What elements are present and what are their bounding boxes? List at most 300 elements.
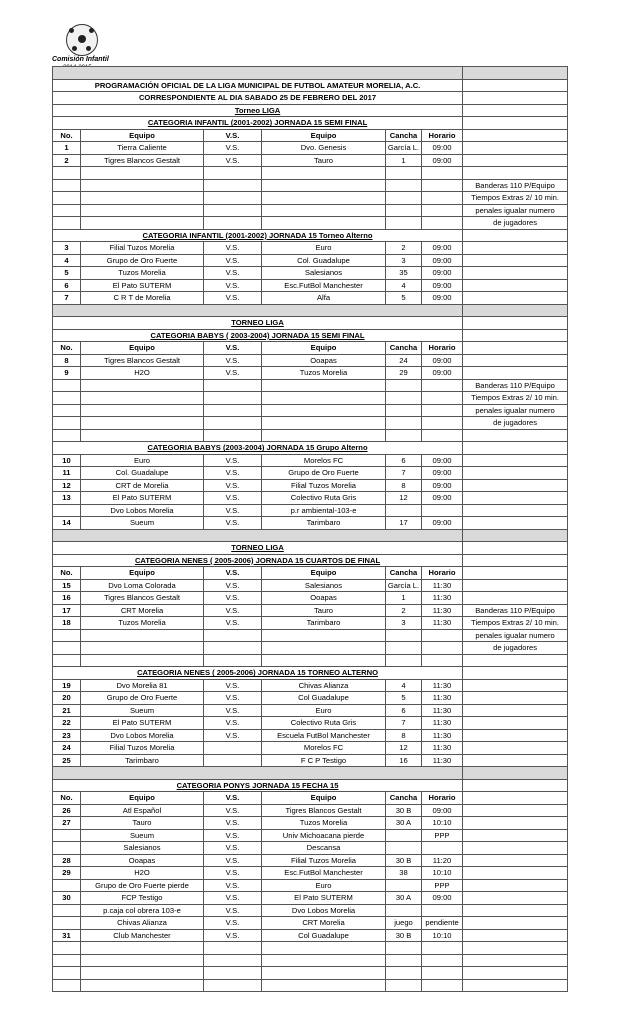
away-team: Grupo de Oro Fuerte bbox=[262, 467, 386, 480]
rules-note: penales igualar numero bbox=[463, 629, 568, 642]
home-team: H2O bbox=[81, 867, 204, 880]
away-team: Euro bbox=[262, 879, 386, 892]
field bbox=[386, 642, 422, 655]
field bbox=[386, 904, 422, 917]
match-row bbox=[53, 842, 568, 855]
vs-label bbox=[204, 167, 262, 180]
match-row bbox=[53, 267, 568, 280]
side-cell bbox=[463, 329, 568, 342]
vs-label: V.S. bbox=[204, 879, 262, 892]
time: 09:00 bbox=[422, 154, 463, 167]
vs-label: V.S. bbox=[204, 717, 262, 730]
match-row bbox=[53, 379, 568, 392]
away-team bbox=[262, 167, 386, 180]
side-cell bbox=[463, 154, 568, 167]
column-header: V.S. bbox=[204, 342, 262, 355]
vs-label bbox=[204, 967, 262, 980]
time: 11:30 bbox=[422, 679, 463, 692]
rules-note: Banderas 110 P/Equipo bbox=[463, 604, 568, 617]
page-title: CORRESPONDIENTE AL DIA SABADO 25 DE FEBRERO DEL 2017 bbox=[53, 92, 463, 105]
away-team bbox=[262, 179, 386, 192]
home-team: Tarimbaro bbox=[81, 754, 204, 767]
side-cell bbox=[463, 92, 568, 105]
match-row bbox=[53, 804, 568, 817]
side-cell bbox=[463, 767, 568, 780]
home-team bbox=[81, 417, 204, 430]
side-cell bbox=[463, 729, 568, 742]
field bbox=[386, 204, 422, 217]
match-row bbox=[53, 829, 568, 842]
time bbox=[422, 392, 463, 405]
away-team: Tuzos Morelia bbox=[262, 817, 386, 830]
vs-label bbox=[204, 392, 262, 405]
match-row bbox=[53, 179, 568, 192]
vs-label: V.S. bbox=[204, 367, 262, 380]
home-team: Tierra Caliente bbox=[81, 142, 204, 155]
field bbox=[386, 654, 422, 667]
match-number: 19 bbox=[53, 679, 81, 692]
home-team: H2O bbox=[81, 367, 204, 380]
away-team bbox=[262, 942, 386, 955]
side-cell bbox=[463, 954, 568, 967]
match-number: 13 bbox=[53, 492, 81, 505]
vs-label bbox=[204, 629, 262, 642]
side-cell bbox=[463, 667, 568, 680]
home-team: Sueum bbox=[81, 704, 204, 717]
vs-label: V.S. bbox=[204, 867, 262, 880]
vs-label: V.S. bbox=[204, 504, 262, 517]
home-team bbox=[81, 954, 204, 967]
field bbox=[386, 179, 422, 192]
field: 3 bbox=[386, 254, 422, 267]
home-team: Atl Español bbox=[81, 804, 204, 817]
column-header: Cancha bbox=[386, 342, 422, 355]
time bbox=[422, 192, 463, 205]
section-heading: CATEGORIA NENES ( 2005-2006) JORNADA 15 CUARTOS DE FINAL bbox=[53, 554, 463, 567]
field: 6 bbox=[386, 454, 422, 467]
match-row bbox=[53, 729, 568, 742]
column-header: Horario bbox=[422, 792, 463, 805]
time bbox=[422, 904, 463, 917]
match-number: 26 bbox=[53, 804, 81, 817]
separator-cell bbox=[53, 67, 463, 80]
match-number: 17 bbox=[53, 604, 81, 617]
time bbox=[422, 417, 463, 430]
side-cell bbox=[463, 942, 568, 955]
match-row bbox=[53, 204, 568, 217]
match-row bbox=[53, 492, 568, 505]
field: 16 bbox=[386, 754, 422, 767]
vs-label: V.S. bbox=[204, 254, 262, 267]
match-number bbox=[53, 654, 81, 667]
match-row bbox=[53, 617, 568, 630]
away-team: Univ Michoacana pierde bbox=[262, 829, 386, 842]
match-row bbox=[53, 942, 568, 955]
match-number: 1 bbox=[53, 142, 81, 155]
match-number: 27 bbox=[53, 817, 81, 830]
vs-label: V.S. bbox=[204, 929, 262, 942]
time: 11:20 bbox=[422, 854, 463, 867]
rules-note: de jugadores bbox=[463, 217, 568, 230]
home-team bbox=[81, 179, 204, 192]
side-cell bbox=[463, 342, 568, 355]
vs-label bbox=[204, 942, 262, 955]
away-team bbox=[262, 429, 386, 442]
field bbox=[386, 504, 422, 517]
match-row bbox=[53, 279, 568, 292]
vs-label: V.S. bbox=[204, 904, 262, 917]
match-row bbox=[53, 292, 568, 305]
home-team: Tuzos Morelia bbox=[81, 617, 204, 630]
field bbox=[386, 942, 422, 955]
away-team: Euro bbox=[262, 242, 386, 255]
home-team: Tigres Blancos Gestalt bbox=[81, 154, 204, 167]
match-row bbox=[53, 679, 568, 692]
time bbox=[422, 217, 463, 230]
column-header-row bbox=[53, 342, 568, 355]
match-number: 31 bbox=[53, 929, 81, 942]
side-cell bbox=[463, 479, 568, 492]
match-row bbox=[53, 654, 568, 667]
side-cell bbox=[463, 117, 568, 130]
time: 10:10 bbox=[422, 817, 463, 830]
away-team bbox=[262, 392, 386, 405]
separator-row bbox=[53, 529, 568, 542]
rules-note: Banderas 110 P/Equipo bbox=[463, 179, 568, 192]
field: 38 bbox=[386, 867, 422, 880]
field bbox=[386, 842, 422, 855]
match-row bbox=[53, 592, 568, 605]
column-header: Horario bbox=[422, 567, 463, 580]
away-team: Col. Guadalupe bbox=[262, 254, 386, 267]
home-team bbox=[81, 629, 204, 642]
match-number: 5 bbox=[53, 267, 81, 280]
section-row bbox=[53, 667, 568, 680]
time bbox=[422, 179, 463, 192]
side-cell bbox=[463, 542, 568, 555]
rules-note: Banderas 110 P/Equipo bbox=[463, 379, 568, 392]
home-team bbox=[81, 967, 204, 980]
field bbox=[386, 979, 422, 992]
rules-note: de jugadores bbox=[463, 642, 568, 655]
vs-label: V.S. bbox=[204, 279, 262, 292]
side-cell bbox=[463, 792, 568, 805]
match-number bbox=[53, 979, 81, 992]
time: 09:00 bbox=[422, 279, 463, 292]
field: García L. bbox=[386, 142, 422, 155]
home-team: CRT Morelia bbox=[81, 604, 204, 617]
field: 17 bbox=[386, 517, 422, 530]
match-number: 16 bbox=[53, 592, 81, 605]
match-row bbox=[53, 892, 568, 905]
away-team: Euro bbox=[262, 704, 386, 717]
time bbox=[422, 642, 463, 655]
time bbox=[422, 967, 463, 980]
section-heading: CATEGORIA INFANTIL (2001-2002) JORNADA 15 Torneo Alterno bbox=[53, 229, 463, 242]
field: 7 bbox=[386, 717, 422, 730]
page-title: PROGRAMACIÓN OFICIAL DE LA LIGA MUNICIPAL DE FUTBOL AMATEUR MORELIA, A.C. bbox=[53, 79, 463, 92]
time bbox=[422, 429, 463, 442]
away-team: Filial Tuzos Morelia bbox=[262, 479, 386, 492]
home-team: Tuzos Morelia bbox=[81, 267, 204, 280]
field: 30 A bbox=[386, 817, 422, 830]
away-team: Tauro bbox=[262, 604, 386, 617]
away-team bbox=[262, 192, 386, 205]
section-heading: CATEGORIA BABYS (2003-2004) JORNADA 15 Grupo Alterno bbox=[53, 442, 463, 455]
match-row bbox=[53, 929, 568, 942]
vs-label: V.S. bbox=[204, 579, 262, 592]
home-team: Grupo de Oro Fuerte pierde bbox=[81, 879, 204, 892]
home-team: C R T de Morelia bbox=[81, 292, 204, 305]
match-row bbox=[53, 242, 568, 255]
match-row bbox=[53, 879, 568, 892]
section-heading: Torneo LIGA bbox=[53, 104, 463, 117]
away-team: Descansa bbox=[262, 842, 386, 855]
rules-note: Tiempos Extras 2/ 10 min. bbox=[463, 617, 568, 630]
vs-label bbox=[204, 217, 262, 230]
match-number bbox=[53, 842, 81, 855]
vs-label: V.S. bbox=[204, 242, 262, 255]
match-row bbox=[53, 704, 568, 717]
time: 09:00 bbox=[422, 492, 463, 505]
side-cell bbox=[463, 517, 568, 530]
match-number bbox=[53, 829, 81, 842]
side-cell bbox=[463, 467, 568, 480]
field: García L. bbox=[386, 579, 422, 592]
section-row bbox=[53, 442, 568, 455]
time: 11:30 bbox=[422, 729, 463, 742]
vs-label: V.S. bbox=[204, 854, 262, 867]
side-cell bbox=[463, 304, 568, 317]
vs-label bbox=[204, 404, 262, 417]
match-number bbox=[53, 192, 81, 205]
field: 1 bbox=[386, 592, 422, 605]
home-team: Grupo de Oro Fuerte bbox=[81, 254, 204, 267]
column-header-row bbox=[53, 567, 568, 580]
side-cell bbox=[463, 79, 568, 92]
field: 7 bbox=[386, 467, 422, 480]
vs-label: V.S. bbox=[204, 892, 262, 905]
vs-label: V.S. bbox=[204, 729, 262, 742]
match-row bbox=[53, 629, 568, 642]
section-row bbox=[53, 554, 568, 567]
vs-label: V.S. bbox=[204, 154, 262, 167]
side-cell bbox=[463, 242, 568, 255]
time bbox=[422, 204, 463, 217]
section-row bbox=[53, 542, 568, 555]
column-header: V.S. bbox=[204, 792, 262, 805]
time: 09:00 bbox=[422, 354, 463, 367]
match-row bbox=[53, 429, 568, 442]
separator-row bbox=[53, 767, 568, 780]
match-row bbox=[53, 817, 568, 830]
time: 10:10 bbox=[422, 929, 463, 942]
section-row bbox=[53, 104, 568, 117]
side-cell bbox=[463, 654, 568, 667]
field: 30 B bbox=[386, 929, 422, 942]
match-number bbox=[53, 967, 81, 980]
match-number: 22 bbox=[53, 717, 81, 730]
time bbox=[422, 629, 463, 642]
vs-label bbox=[204, 192, 262, 205]
rules-note: penales igualar numero bbox=[463, 204, 568, 217]
time: 11:30 bbox=[422, 754, 463, 767]
match-number bbox=[53, 504, 81, 517]
side-cell bbox=[463, 892, 568, 905]
away-team bbox=[262, 404, 386, 417]
vs-label bbox=[204, 204, 262, 217]
away-team: Morelos FC bbox=[262, 742, 386, 755]
away-team: Ooapas bbox=[262, 592, 386, 605]
match-row bbox=[53, 479, 568, 492]
match-number: 29 bbox=[53, 867, 81, 880]
side-cell bbox=[463, 742, 568, 755]
field: 3 bbox=[386, 617, 422, 630]
home-team bbox=[81, 192, 204, 205]
field: 12 bbox=[386, 492, 422, 505]
time: 09:00 bbox=[422, 892, 463, 905]
time: PPP bbox=[422, 829, 463, 842]
match-row bbox=[53, 404, 568, 417]
away-team: Salesianos bbox=[262, 579, 386, 592]
match-row bbox=[53, 504, 568, 517]
match-row bbox=[53, 467, 568, 480]
column-header: Horario bbox=[422, 342, 463, 355]
match-row bbox=[53, 217, 568, 230]
match-number: 30 bbox=[53, 892, 81, 905]
side-cell bbox=[463, 754, 568, 767]
time: 09:00 bbox=[422, 292, 463, 305]
vs-label: V.S. bbox=[204, 354, 262, 367]
time bbox=[422, 942, 463, 955]
rules-note: penales igualar numero bbox=[463, 404, 568, 417]
match-number: 28 bbox=[53, 854, 81, 867]
time: 09:00 bbox=[422, 367, 463, 380]
side-cell bbox=[463, 279, 568, 292]
match-row bbox=[53, 142, 568, 155]
side-cell bbox=[463, 267, 568, 280]
vs-label: V.S. bbox=[204, 617, 262, 630]
side-cell bbox=[463, 529, 568, 542]
vs-label: V.S. bbox=[204, 692, 262, 705]
away-team: Alfa bbox=[262, 292, 386, 305]
match-row bbox=[53, 979, 568, 992]
side-cell bbox=[463, 254, 568, 267]
time bbox=[422, 979, 463, 992]
separator-row bbox=[53, 304, 568, 317]
time: 11:30 bbox=[422, 604, 463, 617]
match-number: 10 bbox=[53, 454, 81, 467]
match-number bbox=[53, 179, 81, 192]
match-row bbox=[53, 154, 568, 167]
side-cell bbox=[463, 104, 568, 117]
match-number: 12 bbox=[53, 479, 81, 492]
match-number: 2 bbox=[53, 154, 81, 167]
home-team: Col. Guadalupe bbox=[81, 467, 204, 480]
section-heading: CATEGORIA INFANTIL (2001-2002) JORNADA 15 SEMI FINAL bbox=[53, 117, 463, 130]
side-cell bbox=[463, 429, 568, 442]
column-header: V.S. bbox=[204, 567, 262, 580]
home-team: Euro bbox=[81, 454, 204, 467]
column-header: Horario bbox=[422, 129, 463, 142]
column-header: Equipo bbox=[262, 342, 386, 355]
column-header: Equipo bbox=[81, 792, 204, 805]
vs-label bbox=[204, 429, 262, 442]
match-number bbox=[53, 629, 81, 642]
time bbox=[422, 167, 463, 180]
side-cell bbox=[463, 704, 568, 717]
vs-label: V.S. bbox=[204, 592, 262, 605]
side-cell bbox=[463, 904, 568, 917]
vs-label: V.S. bbox=[204, 479, 262, 492]
column-header: No. bbox=[53, 567, 81, 580]
away-team bbox=[262, 654, 386, 667]
home-team bbox=[81, 167, 204, 180]
match-row bbox=[53, 454, 568, 467]
match-number bbox=[53, 954, 81, 967]
column-header: Equipo bbox=[262, 129, 386, 142]
section-heading: TORNEO LIGA bbox=[53, 317, 463, 330]
match-number: 3 bbox=[53, 242, 81, 255]
home-team bbox=[81, 404, 204, 417]
home-team bbox=[81, 204, 204, 217]
match-number bbox=[53, 417, 81, 430]
section-row bbox=[53, 229, 568, 242]
match-row bbox=[53, 604, 568, 617]
section-row bbox=[53, 779, 568, 792]
time: 09:00 bbox=[422, 142, 463, 155]
home-team bbox=[81, 942, 204, 955]
away-team: Ooapas bbox=[262, 354, 386, 367]
vs-label bbox=[204, 642, 262, 655]
rules-note: de jugadores bbox=[463, 417, 568, 430]
time: 10:10 bbox=[422, 867, 463, 880]
schedule-table bbox=[52, 66, 568, 992]
away-team: Salesianos bbox=[262, 267, 386, 280]
home-team bbox=[81, 392, 204, 405]
away-team: Tuzos Morelia bbox=[262, 367, 386, 380]
away-team: CRT Morelia bbox=[262, 917, 386, 930]
side-cell bbox=[463, 967, 568, 980]
match-row bbox=[53, 754, 568, 767]
separator-cell bbox=[53, 767, 463, 780]
side-cell bbox=[463, 717, 568, 730]
side-cell bbox=[463, 879, 568, 892]
field bbox=[386, 404, 422, 417]
match-row bbox=[53, 692, 568, 705]
match-number: 15 bbox=[53, 579, 81, 592]
home-team: Filial Tuzos Morelia bbox=[81, 242, 204, 255]
field: 30 B bbox=[386, 804, 422, 817]
field bbox=[386, 954, 422, 967]
away-team: Tarimbaro bbox=[262, 617, 386, 630]
time: 09:00 bbox=[422, 242, 463, 255]
away-team: Dvo Lobos Morelia bbox=[262, 904, 386, 917]
vs-label: V.S. bbox=[204, 292, 262, 305]
vs-label: V.S. bbox=[204, 267, 262, 280]
home-team: Tigres Blancos Gestalt bbox=[81, 354, 204, 367]
vs-label bbox=[204, 379, 262, 392]
vs-label: V.S. bbox=[204, 467, 262, 480]
title-row bbox=[53, 79, 568, 92]
field: 1 bbox=[386, 154, 422, 167]
home-team: Tauro bbox=[81, 817, 204, 830]
logo-caption: Comisión Infantil bbox=[52, 56, 109, 63]
home-team: Club Manchester bbox=[81, 929, 204, 942]
field bbox=[386, 417, 422, 430]
match-number: 7 bbox=[53, 292, 81, 305]
match-number: 25 bbox=[53, 754, 81, 767]
